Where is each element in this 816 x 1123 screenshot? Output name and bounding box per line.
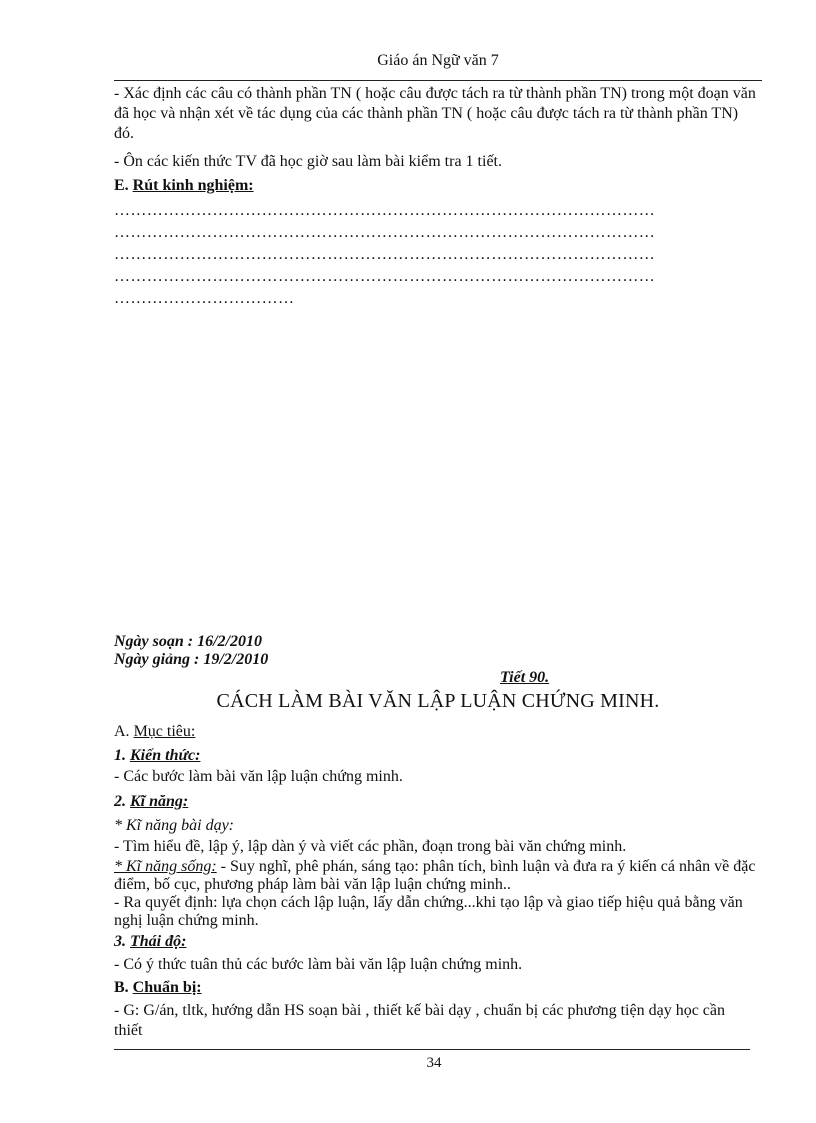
section-a-heading: A. Mục tiêu: (114, 723, 196, 740)
date-prepared: Ngày soạn : 16/2/2010 (114, 633, 262, 650)
section-b-heading: B. Chuẩn bị: (114, 979, 202, 996)
decision-para: - Ra quyết định: lựa chọn cách lập luận, lấy dẫn chứng...khi tạo lập và giao tiếp hiệu quả bằng văn nghị luận chứng minh. (114, 894, 743, 929)
skills-heading: 2. Kĩ năng: (114, 793, 189, 810)
dotted-line-3: ……………………………………………………………………………………… (114, 246, 656, 263)
life-skills-para: * Kĩ năng sống: - Suy nghĩ, phê phán, sáng tạo: phân tích, bình luận và đưa ra ý kiến cá nhân về đặc điểm, bố cục, phương pháp làm bài văn lập luận chứng minh.. (114, 858, 756, 893)
dotted-line-5: …………………………… (114, 290, 295, 307)
knowledge-heading: 1. Kiến thức: (114, 747, 201, 764)
attitude-item: - Có ý thức tuân thủ các bước làm bài văn lập luận chứng minh. (114, 956, 523, 973)
dotted-line-4: ……………………………………………………………………………………… (114, 268, 656, 285)
page-number: 34 (426, 1055, 442, 1071)
lesson-number: Tiết 90. (500, 669, 550, 686)
teaching-skills-label: * Kĩ năng bài dạy: (114, 817, 234, 834)
section-e-heading: E. Rút kinh nghiệm: (114, 177, 254, 194)
attitude-heading: 3. Thái độ: (114, 933, 187, 950)
para-review: - Xác định các câu có thành phần TN ( hoặc câu được tách ra từ thành phần TN) trong một đoạn văn đã học và nhận xét về tác dụng của các thành phần TN ( hoặc câu được tách ra từ thành phần TN) đó. (114, 85, 756, 142)
lesson-title: CÁCH LÀM BÀI VĂN LẬP LUẬN CHỨNG MINH. (216, 690, 660, 712)
teaching-skills-item: - Tìm hiểu đề, lập ý, lập dàn ý và viết các phần, đoạn trong bài văn chứng minh. (114, 838, 627, 855)
para-prepare: - Ôn các kiến thức TV đã học giờ sau làm bài kiểm tra 1 tiết. (114, 153, 502, 170)
header-rule (114, 80, 762, 81)
dotted-line-2: ……………………………………………………………………………………… (114, 224, 656, 241)
page-header: Giáo án Ngữ văn 7 (377, 52, 499, 69)
date-taught: Ngày giảng : 19/2/2010 (114, 651, 269, 668)
knowledge-item: - Các bước làm bài văn lập luận chứng minh. (114, 768, 403, 785)
dotted-line-1: ……………………………………………………………………………………… (114, 202, 656, 219)
footer-rule (114, 1049, 750, 1050)
prep-item: - G: G/án, tltk, hướng dẫn HS soạn bài , thiết kế bài dạy , chuẩn bị các phương tiện dạy học cần thiết (114, 1002, 725, 1039)
